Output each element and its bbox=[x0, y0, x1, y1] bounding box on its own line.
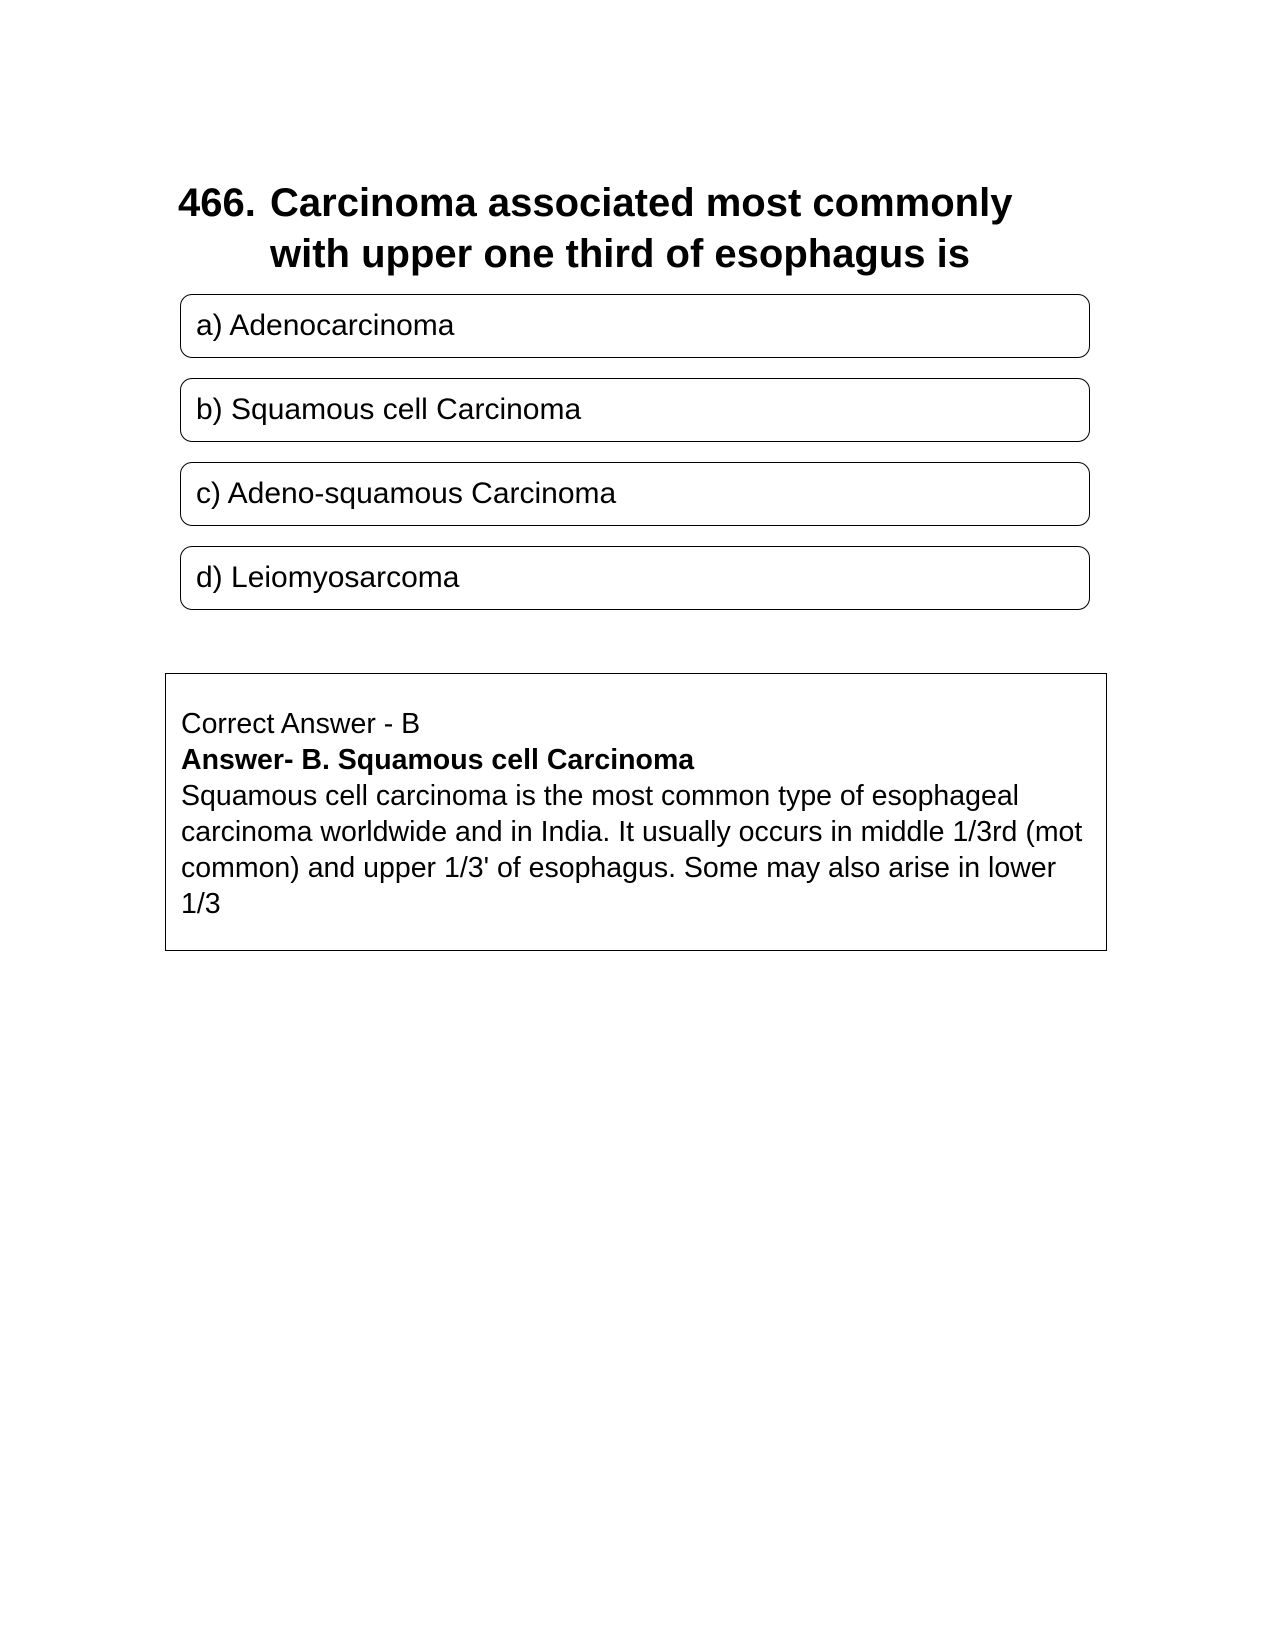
question-heading bbox=[178, 178, 1078, 280]
answer-box bbox=[165, 673, 1107, 951]
option-d[interactable]: d) Leiomyosarcoma bbox=[180, 546, 1090, 610]
answer-explanation: Squamous cell carcinoma is the most common type of esophageal carcinoma worldwide and in India. It usually occurs in middle 1/3rd (mot common) and upper 1/3' of esophagus. Some may also arise in lower 1/3 bbox=[181, 780, 1083, 920]
question-number: 466. bbox=[178, 181, 256, 225]
option-c[interactable]: c) Adeno-squamous Carcinoma bbox=[180, 462, 1090, 526]
correct-answer-line: Correct Answer - B bbox=[181, 708, 421, 740]
answer-title: Answer- B. Squamous cell Carcinoma bbox=[181, 744, 695, 776]
question-text: Carcinoma associated most commonly with upper one third of esophagus is bbox=[270, 181, 1013, 276]
option-b[interactable]: b) Squamous cell Carcinoma bbox=[180, 378, 1090, 442]
option-a[interactable]: a) Adenocarcinoma bbox=[180, 294, 1090, 358]
